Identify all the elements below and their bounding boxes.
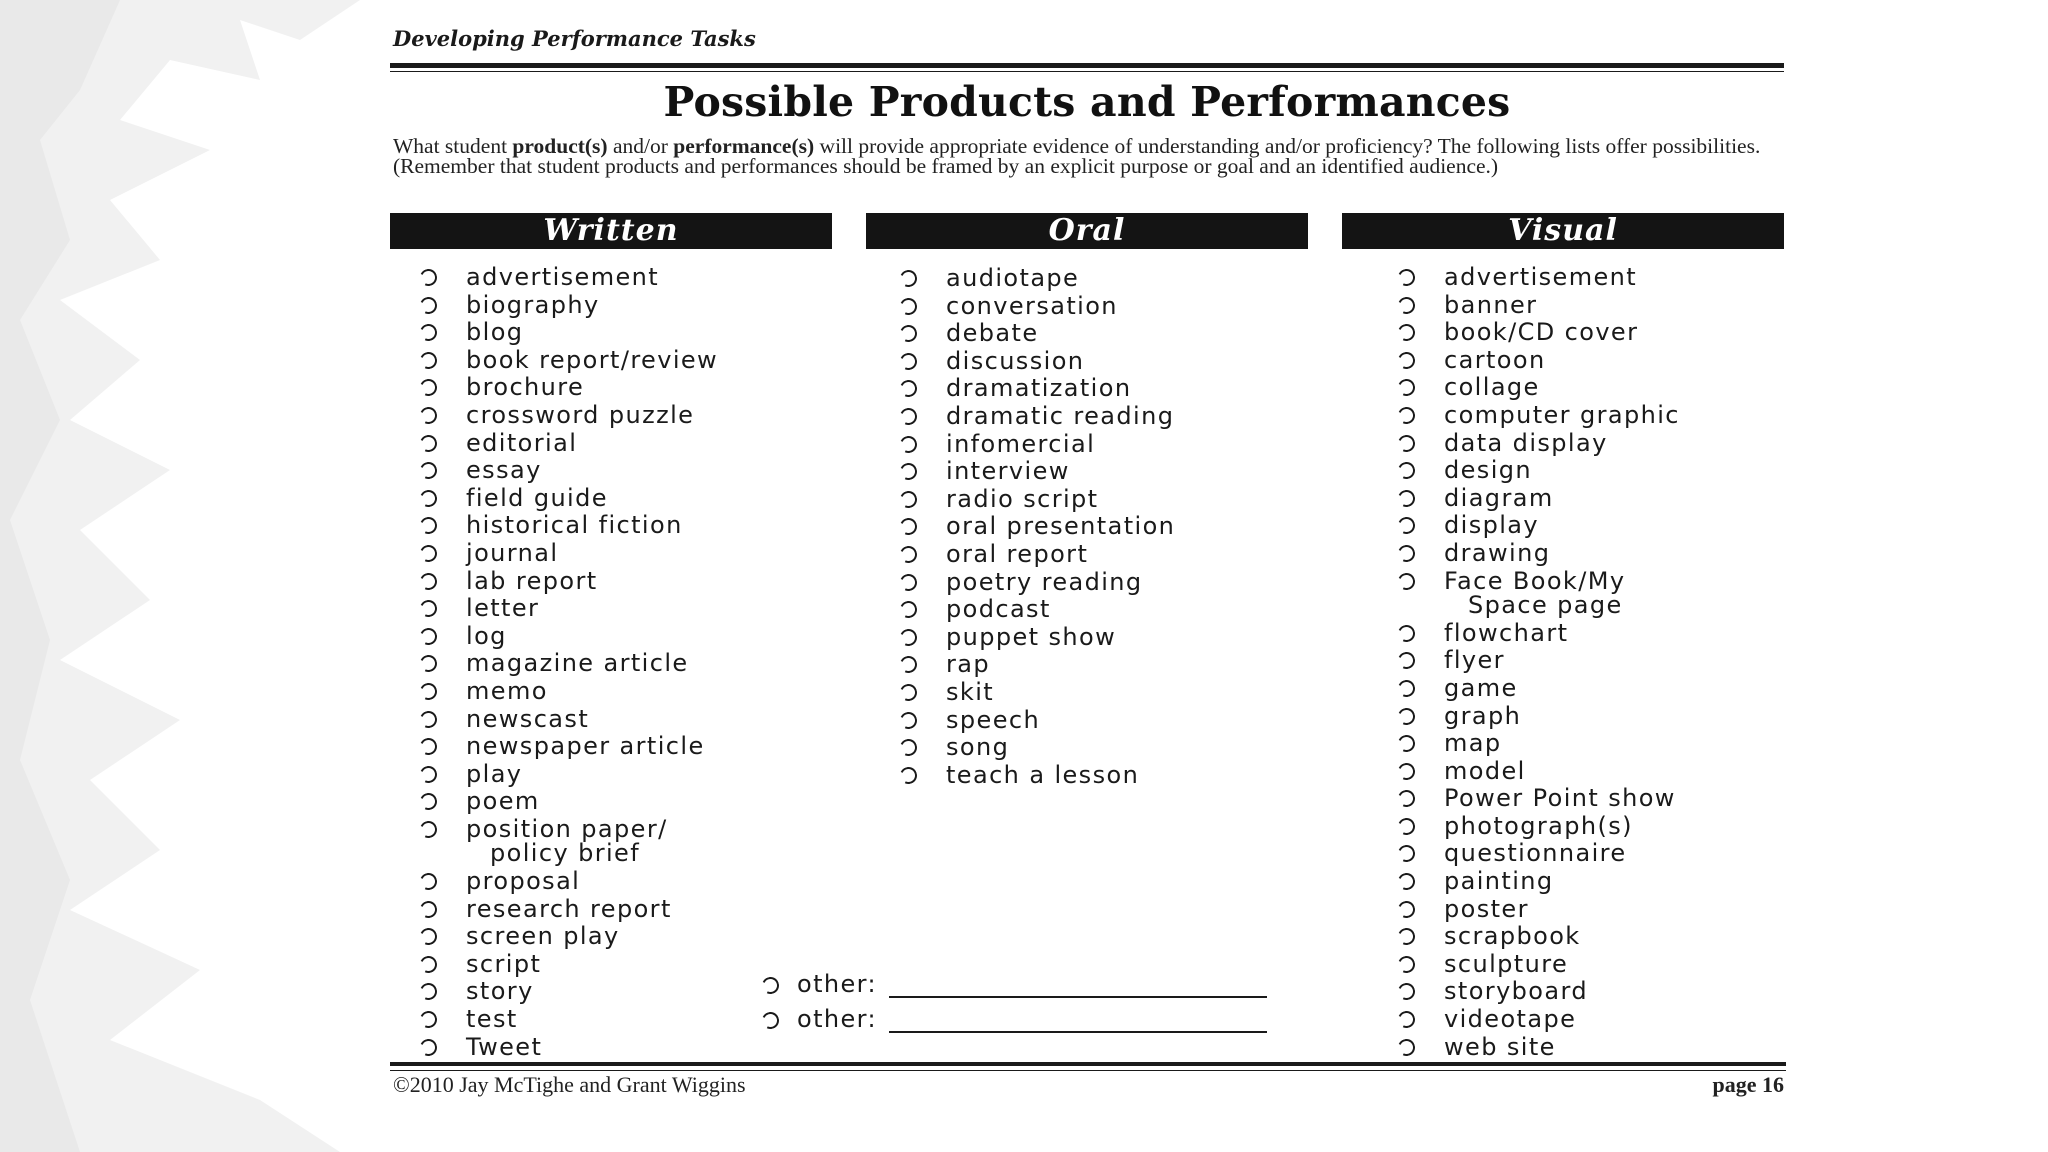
list-item-label: display [1444, 511, 1540, 540]
list-item [900, 707, 1175, 735]
checkbox-icon[interactable] [418, 543, 440, 565]
list-item-label: book report/review [466, 345, 719, 374]
list-item [420, 761, 718, 789]
written-list [420, 264, 718, 1061]
list-item-label: teach a lesson [946, 760, 1140, 789]
list-item-label: Tweet [466, 1032, 543, 1061]
list-item [420, 868, 718, 896]
checkbox-icon[interactable] [1396, 322, 1418, 344]
list-item-label: proposal [466, 867, 581, 896]
checkbox-icon[interactable] [418, 515, 440, 537]
list-item-label: biography [466, 290, 600, 319]
list-item-label: cartoon [1444, 345, 1546, 374]
checkbox-icon[interactable] [1396, 622, 1418, 644]
other-line-2 [762, 1005, 1267, 1033]
list-item-label: log [466, 621, 507, 650]
list-item-label: diagram [1444, 483, 1554, 512]
list-item [1398, 868, 1680, 896]
checkbox-icon[interactable] [418, 432, 440, 454]
footer-rule [390, 1062, 1786, 1066]
list-item [1398, 540, 1680, 568]
checkbox-icon[interactable] [418, 818, 440, 840]
list-item [420, 485, 718, 513]
checkbox-icon[interactable] [418, 322, 440, 344]
list-item-label: sculpture [1444, 949, 1569, 978]
checkbox-icon[interactable] [898, 764, 920, 786]
list-item [420, 292, 718, 320]
checkbox-icon[interactable] [898, 709, 920, 731]
list-item [1398, 347, 1680, 375]
list-item-label: flowchart [1444, 618, 1569, 647]
checkbox-icon[interactable] [1396, 788, 1418, 810]
list-item-label: audiotape [946, 264, 1080, 292]
list-item-label: advertisement [1444, 263, 1638, 291]
list-item [1398, 457, 1680, 485]
oral-list [900, 265, 1175, 789]
visual-list [1398, 264, 1680, 1061]
checkbox-icon[interactable] [898, 323, 920, 345]
checkbox-icon[interactable] [1396, 733, 1418, 755]
checkbox-icon[interactable] [1396, 705, 1418, 727]
footer-page-number: page 16 [1712, 1072, 1784, 1097]
list-item-label: conversation [946, 291, 1118, 320]
other-blank-field[interactable] [889, 974, 1267, 998]
intro-bold-performances: performance(s) [673, 134, 815, 158]
checkbox-icon[interactable] [418, 487, 440, 509]
column-header-visual: Visual [1342, 213, 1784, 249]
document-page [390, 20, 1790, 1120]
list-item-label: dramatic reading [946, 401, 1175, 430]
list-item [420, 840, 718, 868]
checkbox-icon[interactable] [1396, 487, 1418, 509]
list-item-label: web site [1444, 1032, 1556, 1061]
checkbox-icon[interactable] [1396, 460, 1418, 482]
background-brush-decoration [0, 0, 360, 1152]
list-item [1398, 319, 1680, 347]
list-item [1398, 978, 1680, 1006]
checkbox-icon[interactable] [418, 405, 440, 427]
list-item [900, 265, 1175, 293]
list-item [900, 651, 1175, 679]
checkbox-icon[interactable] [1396, 678, 1418, 700]
checkbox-icon[interactable] [1396, 377, 1418, 399]
list-item-label: Face Book/My [1444, 566, 1626, 595]
checkbox-icon[interactable] [418, 871, 440, 893]
list-item-label: lab report [466, 566, 598, 595]
list-item-label: Power Point show [1444, 784, 1676, 813]
other-blank-field[interactable] [889, 1009, 1267, 1033]
list-item-label: photograph(s) [1444, 811, 1633, 840]
list-item-label: poem [466, 787, 540, 816]
checkbox-icon[interactable] [898, 571, 920, 593]
checkbox-icon[interactable] [1396, 1009, 1418, 1031]
list-item-label: painting [1444, 867, 1554, 896]
list-item [420, 540, 718, 568]
footer-copyright: ©2010 Jay McTighe and Grant Wiggins [393, 1072, 746, 1097]
list-item-label: skit [946, 677, 995, 706]
other-line-1 [762, 970, 1267, 998]
list-item [1398, 785, 1680, 813]
checkbox-icon[interactable] [418, 981, 440, 1003]
list-item [900, 403, 1175, 431]
list-item [900, 348, 1175, 376]
list-item-label: oral report [946, 539, 1089, 568]
list-item [1398, 951, 1680, 979]
list-item-label: game [1444, 673, 1518, 702]
list-item-label: journal [466, 538, 559, 567]
list-item [900, 762, 1175, 790]
column-header-written: Written [390, 213, 832, 249]
checkbox-icon[interactable] [1396, 953, 1418, 975]
list-item [900, 679, 1175, 707]
checkbox-icon[interactable] [1396, 815, 1418, 837]
checkbox-icon[interactable] [418, 708, 440, 730]
list-item [1398, 758, 1680, 786]
list-item [1398, 675, 1680, 703]
checkbox-icon[interactable] [1396, 926, 1418, 948]
list-item [900, 541, 1175, 569]
checkbox-icon[interactable] [898, 268, 920, 290]
list-item-label: Space page [1468, 591, 1623, 620]
list-item [900, 734, 1175, 762]
checkbox-icon[interactable] [1396, 898, 1418, 920]
checkbox-icon[interactable] [1396, 349, 1418, 371]
checkbox-icon[interactable] [418, 898, 440, 920]
checkbox-icon[interactable] [1396, 515, 1418, 537]
list-item [420, 678, 718, 706]
checkbox-icon[interactable] [418, 681, 440, 703]
checkbox-icon[interactable] [898, 433, 920, 455]
list-item-label: design [1444, 456, 1533, 485]
list-item-label: dramatization [946, 374, 1132, 403]
list-item-label: drawing [1444, 538, 1551, 567]
checkbox-icon[interactable] [1396, 871, 1418, 893]
checkbox-icon[interactable] [898, 488, 920, 510]
checkbox-icon[interactable] [1396, 760, 1418, 782]
list-item-label: blog [466, 318, 524, 347]
list-item-label: discussion [946, 346, 1085, 375]
checkbox-icon[interactable] [418, 460, 440, 482]
list-item [1398, 592, 1680, 620]
list-item-label: script [466, 949, 542, 978]
list-item-label: poetry reading [946, 567, 1143, 596]
list-item-label: poster [1444, 894, 1529, 923]
checkbox-icon[interactable] [898, 516, 920, 538]
list-item-label: test [466, 1005, 518, 1034]
list-item [900, 596, 1175, 624]
running-header: Developing Performance Tasks [393, 26, 756, 51]
checkbox-icon[interactable] [418, 267, 440, 289]
list-item-label: magazine article [466, 649, 689, 678]
list-item-label: scrapbook [1444, 922, 1581, 951]
checkbox-icon[interactable] [418, 653, 440, 675]
list-item-label: storyboard [1444, 977, 1588, 1006]
checkbox-icon[interactable] [898, 350, 920, 372]
checkbox-icon[interactable] [418, 953, 440, 975]
checkbox-icon[interactable] [760, 975, 782, 997]
list-item [900, 293, 1175, 321]
intro-text-2: and/or [607, 134, 674, 158]
list-item-label: play [466, 759, 523, 788]
list-item-label: flyer [1444, 646, 1505, 675]
list-item [1398, 840, 1680, 868]
list-item-label: banner [1444, 290, 1538, 319]
list-item [1398, 1006, 1680, 1034]
list-item [900, 458, 1175, 486]
list-item [1398, 485, 1680, 513]
checkbox-icon[interactable] [898, 406, 920, 428]
page-title: Possible Products and Performances [663, 78, 1511, 126]
list-item [420, 650, 718, 678]
checkbox-icon[interactable] [898, 737, 920, 759]
list-item [420, 1034, 718, 1062]
footer-rule-thin [390, 1070, 1786, 1071]
intro-text-1: What student [393, 134, 513, 158]
list-item-label: puppet show [946, 622, 1117, 651]
list-item [420, 402, 718, 430]
checkbox-icon[interactable] [1396, 1036, 1418, 1058]
list-item [1398, 703, 1680, 731]
list-item [420, 896, 718, 924]
list-item-label: interview [946, 457, 1070, 486]
other-label: other: [797, 1005, 878, 1033]
list-item [1398, 620, 1680, 648]
list-item [900, 486, 1175, 514]
list-item [1398, 374, 1680, 402]
list-item [900, 513, 1175, 541]
checkbox-icon[interactable] [418, 625, 440, 647]
checkbox-icon[interactable] [1396, 543, 1418, 565]
list-item [420, 923, 718, 951]
checkbox-icon[interactable] [1396, 843, 1418, 865]
list-item [420, 319, 718, 347]
list-item [420, 264, 718, 292]
list-item [900, 375, 1175, 403]
checkbox-icon[interactable] [898, 544, 920, 566]
list-item-label: screen play [466, 922, 620, 951]
list-item-label: model [1444, 756, 1526, 785]
list-item-label: videotape [1444, 1005, 1577, 1034]
list-item [420, 733, 718, 761]
list-item [420, 512, 718, 540]
checkbox-icon[interactable] [1396, 432, 1418, 454]
list-item-label: brochure [466, 373, 585, 402]
checkbox-icon[interactable] [898, 378, 920, 400]
checkbox-icon[interactable] [418, 598, 440, 620]
checkbox-icon[interactable] [898, 295, 920, 317]
checkbox-icon[interactable] [898, 626, 920, 648]
header-rule [390, 63, 1784, 68]
list-item-label: song [946, 733, 1010, 762]
column-header-oral: Oral [866, 213, 1308, 249]
list-item [900, 431, 1175, 459]
checkbox-icon[interactable] [418, 736, 440, 758]
list-item [1398, 813, 1680, 841]
list-item-label: oral presentation [946, 512, 1176, 541]
list-item [420, 623, 718, 651]
list-item [1398, 647, 1680, 675]
list-item-label: story [466, 977, 534, 1006]
list-item-label: letter [466, 594, 540, 623]
list-item [420, 978, 718, 1006]
list-item-label: position paper/ [466, 814, 668, 843]
list-item-label: newscast [466, 704, 590, 733]
list-item-label: speech [946, 705, 1041, 734]
checkbox-icon[interactable] [1396, 267, 1418, 289]
list-item-label: graph [1444, 701, 1522, 730]
list-item [420, 430, 718, 458]
list-item [1398, 292, 1680, 320]
list-item-label: computer graphic [1444, 400, 1680, 429]
checkbox-icon[interactable] [898, 599, 920, 621]
list-item [420, 951, 718, 979]
list-item [1398, 1034, 1680, 1062]
checkbox-icon[interactable] [1396, 650, 1418, 672]
checkbox-icon[interactable] [898, 654, 920, 676]
checkbox-icon[interactable] [1396, 294, 1418, 316]
list-item [1398, 402, 1680, 430]
checkbox-icon[interactable] [418, 791, 440, 813]
other-label: other: [797, 970, 878, 998]
list-item [420, 1006, 718, 1034]
checkbox-icon[interactable] [1396, 981, 1418, 1003]
list-item [900, 320, 1175, 348]
list-item [420, 568, 718, 596]
list-item-label: map [1444, 729, 1502, 758]
list-item [1398, 923, 1680, 951]
checkbox-icon[interactable] [898, 682, 920, 704]
list-item [420, 374, 718, 402]
intro-bold-products: product(s) [512, 134, 608, 158]
checkbox-icon[interactable] [418, 1036, 440, 1058]
checkbox-icon[interactable] [418, 294, 440, 316]
checkbox-icon[interactable] [418, 349, 440, 371]
list-item-label: radio script [946, 484, 1099, 513]
list-item-label: podcast [946, 595, 1051, 624]
list-item-label: historical fiction [466, 511, 683, 540]
checkbox-icon[interactable] [1396, 405, 1418, 427]
list-item-label: field guide [466, 483, 608, 512]
list-item [420, 788, 718, 816]
list-item [420, 457, 718, 485]
list-item-label: rap [946, 650, 991, 679]
list-item [1398, 512, 1680, 540]
list-item-label: editorial [466, 428, 578, 457]
checkbox-icon[interactable] [760, 1010, 782, 1032]
list-item-label: questionnaire [1444, 839, 1627, 868]
header-rule-thin [390, 71, 1784, 72]
checkbox-icon[interactable] [418, 570, 440, 592]
list-item-label: data display [1444, 428, 1608, 457]
list-item-label: collage [1444, 373, 1540, 402]
list-item [1398, 264, 1680, 292]
list-item [1398, 430, 1680, 458]
list-item-label: book/CD cover [1444, 318, 1639, 347]
list-item-label: memo [466, 676, 548, 705]
checkbox-icon[interactable] [418, 1009, 440, 1031]
intro-paragraph [393, 136, 1785, 176]
checkbox-icon[interactable] [418, 763, 440, 785]
checkbox-icon[interactable] [418, 377, 440, 399]
list-item-label: advertisement [466, 263, 660, 291]
list-item-label: infomercial [946, 429, 1096, 458]
list-item [420, 347, 718, 375]
list-item-label: newspaper article [466, 732, 705, 761]
list-item-label: research report [466, 894, 672, 923]
list-item-label: essay [466, 456, 542, 485]
list-item [900, 569, 1175, 597]
list-item [420, 706, 718, 734]
list-item-label: policy brief [490, 839, 641, 868]
list-item [420, 595, 718, 623]
list-item [1398, 896, 1680, 924]
checkbox-icon[interactable] [898, 461, 920, 483]
intro-text-3: will provide appropriate evidence of understanding and/or proficiency? The following lists offer possibilities. (Remember that student products and performances should be framed by an explicit purpose or goal and an identified audience.) [393, 134, 1761, 178]
list-item [900, 624, 1175, 652]
list-item-label: debate [946, 319, 1039, 348]
list-item [1398, 730, 1680, 758]
list-item-label: crossword puzzle [466, 400, 695, 429]
checkbox-icon[interactable] [418, 926, 440, 948]
checkbox-icon[interactable] [1396, 570, 1418, 592]
